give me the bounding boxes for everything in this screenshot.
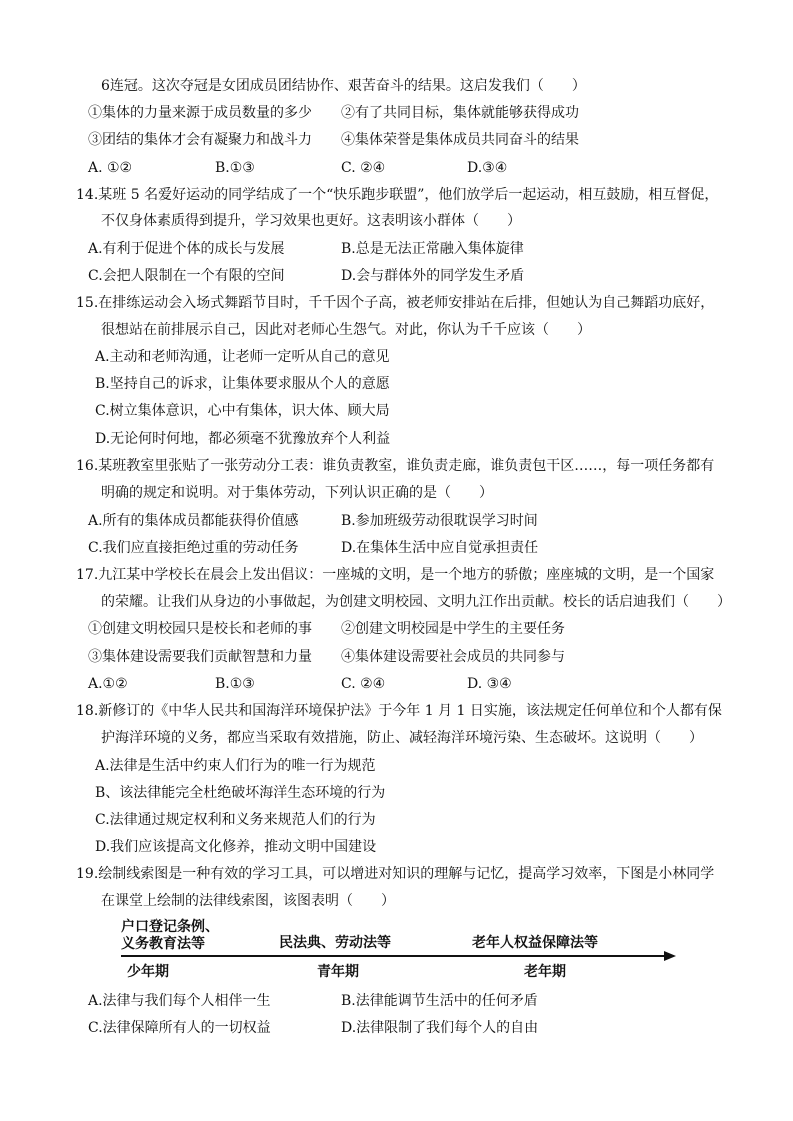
q16-option-d[interactable]: D.在集体生活中应自觉承担责任 (341, 540, 539, 556)
q13-statement-4: ④集体荣誉是集体成员共同奋斗的结果 (341, 132, 579, 148)
q14-stem-line-2: 不仅身体素质得到提升，学习效果也更好。这表明该小群体（ ） (101, 213, 521, 229)
q15-option-c[interactable]: C.树立集体意识，心中有集体，识大体、顾大局 (95, 403, 390, 419)
q18-stem-line-1: 18.新修订的《中华人民共和国海洋环境保护法》于今年 1 月 1 日实施，该法规定任何单位和个人都有保 (76, 703, 722, 719)
q15-option-b[interactable]: B.坚持自己的诉求，让集体要求服从个人的意愿 (95, 376, 390, 392)
timeline-stage-elderly: 老年期 (524, 964, 566, 980)
q13-statement-3: ③团结的集体才会有凝聚力和战斗力 (88, 132, 312, 148)
q17-option-d[interactable]: D. ③④ (467, 676, 512, 692)
q19-stem-line-2: 在课堂上绘制的法律线索图，该图表明（ ） (101, 893, 395, 909)
q16-option-c[interactable]: C.我们应直接拒绝过重的劳动任务 (88, 540, 299, 556)
q16-stem-line-2: 明确的规定和说明。对于集体劳动，下列认识正确的是（ ） (101, 485, 493, 501)
q17-statement-2: ②创建文明校园是中学生的主要任务 (341, 621, 565, 637)
q13-option-b[interactable]: B.①③ (215, 160, 255, 176)
q14-option-d[interactable]: D.会与群体外的同学发生矛盾 (341, 268, 525, 284)
q17-statement-1: ①创建文明校园只是校长和老师的事 (88, 621, 312, 637)
timeline-stage-youth: 青年期 (317, 964, 359, 980)
q13-option-a[interactable]: A. ①② (88, 160, 133, 176)
q13-statement-2: ②有了共同目标，集体就能够获得成功 (341, 105, 579, 121)
q16-option-b[interactable]: B.参加班级劳动很耽误学习时间 (341, 513, 538, 529)
q19-option-d[interactable]: D.法律限制了我们每个人的自由 (341, 1020, 539, 1036)
timeline-label-youth-laws: 民法典、劳动法等 (279, 935, 391, 951)
q13-statement-1: ①集体的力量来源于成员数量的多少 (88, 105, 312, 121)
q14-stem-line-1: 14.某班 5 名爱好运动的同学结成了一个“快乐跑步联盟”，他们放学后一起运动，相互鼓励，相互督促， (76, 187, 719, 203)
q19-option-a[interactable]: A.法律与我们每个人相伴一生 (88, 993, 271, 1009)
q14-option-b[interactable]: B.总是无法正常融入集体旋律 (341, 241, 524, 257)
q17-option-c[interactable]: C. ②④ (341, 676, 386, 692)
q13-stem: 6连冠。这次夺冠是女团成员团结协作、艰苦奋斗的结果。这启发我们（ ） (101, 78, 586, 94)
q18-stem-line-2: 护海洋环境的义务，都应当采取有效措施，防止、减轻海洋环境污染、生态破坏。这说明（ ） (101, 730, 703, 746)
timeline-label-childhood-laws-1: 户口登记条例、 (121, 919, 219, 935)
q19-option-c[interactable]: C.法律保障所有人的一切权益 (88, 1020, 271, 1036)
q17-statement-3: ③集体建设需要我们贡献智慧和力量 (88, 649, 312, 665)
q19-option-b[interactable]: B.法律能调节生活中的任何矛盾 (341, 993, 538, 1009)
q17-statement-4: ④集体建设需要社会成员的共同参与 (341, 649, 565, 665)
q17-option-b[interactable]: B.①③ (215, 676, 255, 692)
q15-option-a[interactable]: A.主动和老师沟通，让老师一定听从自己的意见 (95, 349, 390, 365)
q17-option-a[interactable]: A.①② (88, 676, 128, 692)
q15-stem-line-2: 很想站在前排展示自己，因此对老师心生怨气。对此，你认为千千应该（ ） (101, 322, 591, 338)
timeline-stage-childhood: 少年期 (127, 964, 169, 980)
q14-option-c[interactable]: C.会把人限制在一个有限的空间 (88, 268, 285, 284)
q13-option-c[interactable]: C. ②④ (341, 160, 386, 176)
q15-option-d[interactable]: D.无论何时何地，都必须毫不犹豫放弃个人利益 (95, 431, 391, 447)
q18-option-b[interactable]: B、该法律能完全杜绝破坏海洋生态环境的行为 (95, 785, 386, 801)
q14-option-a[interactable]: A.有利于促进个体的成长与发展 (88, 241, 285, 257)
q17-stem-line-2: 的荣耀。让我们从身边的小事做起，为创建文明校园、文明九江作出贡献。校长的话启迪我们（ ） (101, 594, 731, 610)
q13-option-d[interactable]: D.③④ (467, 160, 508, 176)
q15-stem-line-1: 15.在排练运动会入场式舞蹈节目时，千千因个子高，被老师安排站在后排，但她认为自己舞蹈功底好， (76, 295, 715, 311)
q18-option-d[interactable]: D.我们应该提高文化修养，推动文明中国建设 (95, 839, 377, 855)
q16-option-a[interactable]: A.所有的集体成员都能获得价值感 (88, 513, 299, 529)
q17-stem-line-1: 17.九江某中学校长在晨会上发出倡议：一座城的文明，是一个地方的骄傲；座座城的文明，是一个国家 (76, 567, 715, 583)
timeline-label-elderly-laws: 老年人权益保障法等 (472, 935, 598, 951)
timeline-label-childhood-laws-2: 义务教育法等 (121, 936, 205, 952)
q19-stem-line-1: 19.绘制线索图是一种有效的学习工具，可以增进对知识的理解与记忆，提高学习效率，下图是小林同学 (76, 866, 715, 882)
q18-option-a[interactable]: A.法律是生活中约束人们行为的唯一行为规范 (95, 758, 376, 774)
q18-option-c[interactable]: C.法律通过规定权利和义务来规范人们的行为 (95, 812, 376, 828)
q16-stem-line-1: 16.某班教室里张贴了一张劳动分工表：谁负责教室，谁负责走廊，谁负责包干区……，每一项任务都有 (76, 458, 715, 474)
